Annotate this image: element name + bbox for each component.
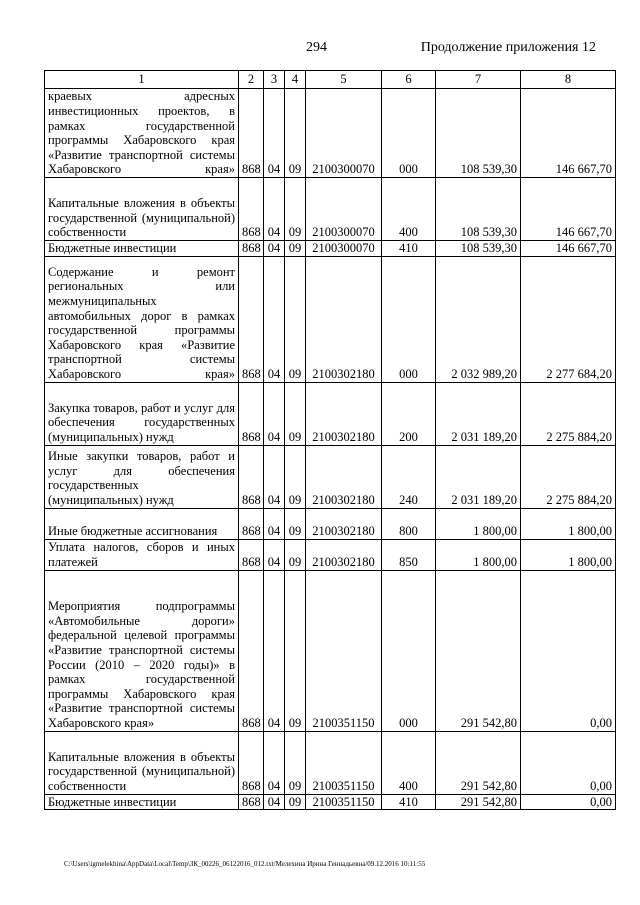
target-article-code: 2100300070 bbox=[306, 89, 382, 178]
amount-year-2: 0,00 bbox=[521, 794, 616, 810]
table-row bbox=[45, 794, 616, 810]
section-code: 04 bbox=[264, 539, 285, 570]
target-article-code: 2100300070 bbox=[306, 241, 382, 257]
ministry-code: 868 bbox=[239, 570, 264, 731]
ministry-code: 868 bbox=[239, 794, 264, 810]
amount-year-1: 2 031 189,20 bbox=[436, 445, 521, 508]
column-header: 7 bbox=[436, 71, 521, 89]
row-description: Мероприятия подпрограммы «Автомобильные дороги» федеральной целевой программы «Развитие транспортной системы России (2010 – 2020 годы)» в рамках государственной программы Хабаровского края «Развитие транспортной системы Хабаровского края» bbox=[45, 570, 239, 731]
section-code: 04 bbox=[264, 731, 285, 794]
target-article-code: 2100302180 bbox=[306, 256, 382, 382]
row-description: Бюджетные инвестиции bbox=[45, 794, 239, 810]
amount-year-2: 146 667,70 bbox=[521, 89, 616, 178]
expense-type-code: 000 bbox=[382, 89, 436, 178]
section-code: 04 bbox=[264, 256, 285, 382]
ministry-code: 868 bbox=[239, 445, 264, 508]
ministry-code: 868 bbox=[239, 89, 264, 178]
row-description: Содержание и ремонт региональных или межмуниципальных автомобильных дорог в рамках государственной программы Хабаровского края «Развитие транспортной системы Хабаровского края» bbox=[45, 256, 239, 382]
amount-year-2: 2 277 684,20 bbox=[521, 256, 616, 382]
table-header-row bbox=[45, 71, 616, 89]
amount-year-2: 2 275 884,20 bbox=[521, 445, 616, 508]
table-row bbox=[45, 241, 616, 257]
ministry-code: 868 bbox=[239, 382, 264, 445]
amount-year-1: 291 542,80 bbox=[436, 570, 521, 731]
target-article-code: 2100300070 bbox=[306, 178, 382, 241]
row-description: Закупка товаров, работ и услуг для обеспечения государственных (муниципальных) нужд bbox=[45, 382, 239, 445]
section-code: 04 bbox=[264, 178, 285, 241]
amount-year-2: 1 800,00 bbox=[521, 508, 616, 539]
amount-year-1: 2 031 189,20 bbox=[436, 382, 521, 445]
subsection-code: 09 bbox=[285, 794, 306, 810]
target-article-code: 2100302180 bbox=[306, 508, 382, 539]
ministry-code: 868 bbox=[239, 241, 264, 257]
subsection-code: 09 bbox=[285, 89, 306, 178]
ministry-code: 868 bbox=[239, 731, 264, 794]
amount-year-1: 108 539,30 bbox=[436, 178, 521, 241]
subsection-code: 09 bbox=[285, 445, 306, 508]
ministry-code: 868 bbox=[239, 256, 264, 382]
table-row bbox=[45, 445, 616, 508]
subsection-code: 09 bbox=[285, 256, 306, 382]
row-description: Бюджетные инвестиции bbox=[45, 241, 239, 257]
amount-year-1: 1 800,00 bbox=[436, 508, 521, 539]
table-row bbox=[45, 731, 616, 794]
amount-year-2: 1 800,00 bbox=[521, 539, 616, 570]
column-header: 6 bbox=[382, 71, 436, 89]
table-row bbox=[45, 178, 616, 241]
subsection-code: 09 bbox=[285, 539, 306, 570]
column-header: 4 bbox=[285, 71, 306, 89]
section-code: 04 bbox=[264, 89, 285, 178]
subsection-code: 09 bbox=[285, 508, 306, 539]
section-code: 04 bbox=[264, 570, 285, 731]
section-code: 04 bbox=[264, 241, 285, 257]
ministry-code: 868 bbox=[239, 508, 264, 539]
amount-year-1: 108 539,30 bbox=[436, 241, 521, 257]
subsection-code: 09 bbox=[285, 178, 306, 241]
expense-type-code: 000 bbox=[382, 570, 436, 731]
row-description: Иные бюджетные ассигнования bbox=[45, 508, 239, 539]
subsection-code: 09 bbox=[285, 570, 306, 731]
table-row bbox=[45, 508, 616, 539]
section-code: 04 bbox=[264, 794, 285, 810]
subsection-code: 09 bbox=[285, 731, 306, 794]
subsection-code: 09 bbox=[285, 241, 306, 257]
amount-year-2: 0,00 bbox=[521, 570, 616, 731]
amount-year-1: 108 539,30 bbox=[436, 89, 521, 178]
expense-type-code: 000 bbox=[382, 256, 436, 382]
expense-type-code: 800 bbox=[382, 508, 436, 539]
row-description: Уплата налогов, сборов и иных платежей bbox=[45, 539, 239, 570]
section-code: 04 bbox=[264, 382, 285, 445]
amount-year-2: 146 667,70 bbox=[521, 241, 616, 257]
target-article-code: 2100351150 bbox=[306, 794, 382, 810]
row-description: краевых адресных инвестиционных проектов, в рамках государственной программы Хабаровского края «Развитие транспортной системы Хабаровского края» bbox=[45, 89, 239, 178]
section-code: 04 bbox=[264, 445, 285, 508]
row-description: Иные закупки товаров, работ и услуг для обеспечения государственных (муниципальных) нужд bbox=[45, 445, 239, 508]
file-path-footer: C:\Users\igmelekhina\AppData\Local\Temp\ЗК_00226_06122016_012.txt/Мелехина Ирина Геннадьевна/09.12.2016 10:11:55 bbox=[64, 860, 426, 868]
target-article-code: 2100302180 bbox=[306, 539, 382, 570]
table-row bbox=[45, 382, 616, 445]
column-header: 2 bbox=[239, 71, 264, 89]
budget-table bbox=[44, 70, 616, 810]
amount-year-2: 0,00 bbox=[521, 731, 616, 794]
expense-type-code: 400 bbox=[382, 731, 436, 794]
table-row bbox=[45, 89, 616, 178]
column-header: 5 bbox=[306, 71, 382, 89]
appendix-continuation-label: Продолжение приложения 12 bbox=[420, 40, 596, 55]
ministry-code: 868 bbox=[239, 539, 264, 570]
column-header: 1 bbox=[45, 71, 239, 89]
table-row bbox=[45, 256, 616, 382]
expense-type-code: 240 bbox=[382, 445, 436, 508]
row-description: Капитальные вложения в объекты государственной (муниципальной) собственности bbox=[45, 178, 239, 241]
target-article-code: 2100351150 bbox=[306, 731, 382, 794]
amount-year-1: 1 800,00 bbox=[436, 539, 521, 570]
table-row bbox=[45, 570, 616, 731]
amount-year-2: 146 667,70 bbox=[521, 178, 616, 241]
row-description: Капитальные вложения в объекты государственной (муниципальной) собственности bbox=[45, 731, 239, 794]
expense-type-code: 200 bbox=[382, 382, 436, 445]
column-header: 8 bbox=[521, 71, 616, 89]
subsection-code: 09 bbox=[285, 382, 306, 445]
target-article-code: 2100302180 bbox=[306, 382, 382, 445]
target-article-code: 2100351150 bbox=[306, 570, 382, 731]
table-row bbox=[45, 539, 616, 570]
amount-year-1: 2 032 989,20 bbox=[436, 256, 521, 382]
expense-type-code: 400 bbox=[382, 178, 436, 241]
page-number: 294 bbox=[306, 40, 327, 55]
section-code: 04 bbox=[264, 508, 285, 539]
ministry-code: 868 bbox=[239, 178, 264, 241]
column-header: 3 bbox=[264, 71, 285, 89]
target-article-code: 2100302180 bbox=[306, 445, 382, 508]
expense-type-code: 850 bbox=[382, 539, 436, 570]
expense-type-code: 410 bbox=[382, 241, 436, 257]
expense-type-code: 410 bbox=[382, 794, 436, 810]
amount-year-1: 291 542,80 bbox=[436, 794, 521, 810]
amount-year-1: 291 542,80 bbox=[436, 731, 521, 794]
amount-year-2: 2 275 884,20 bbox=[521, 382, 616, 445]
